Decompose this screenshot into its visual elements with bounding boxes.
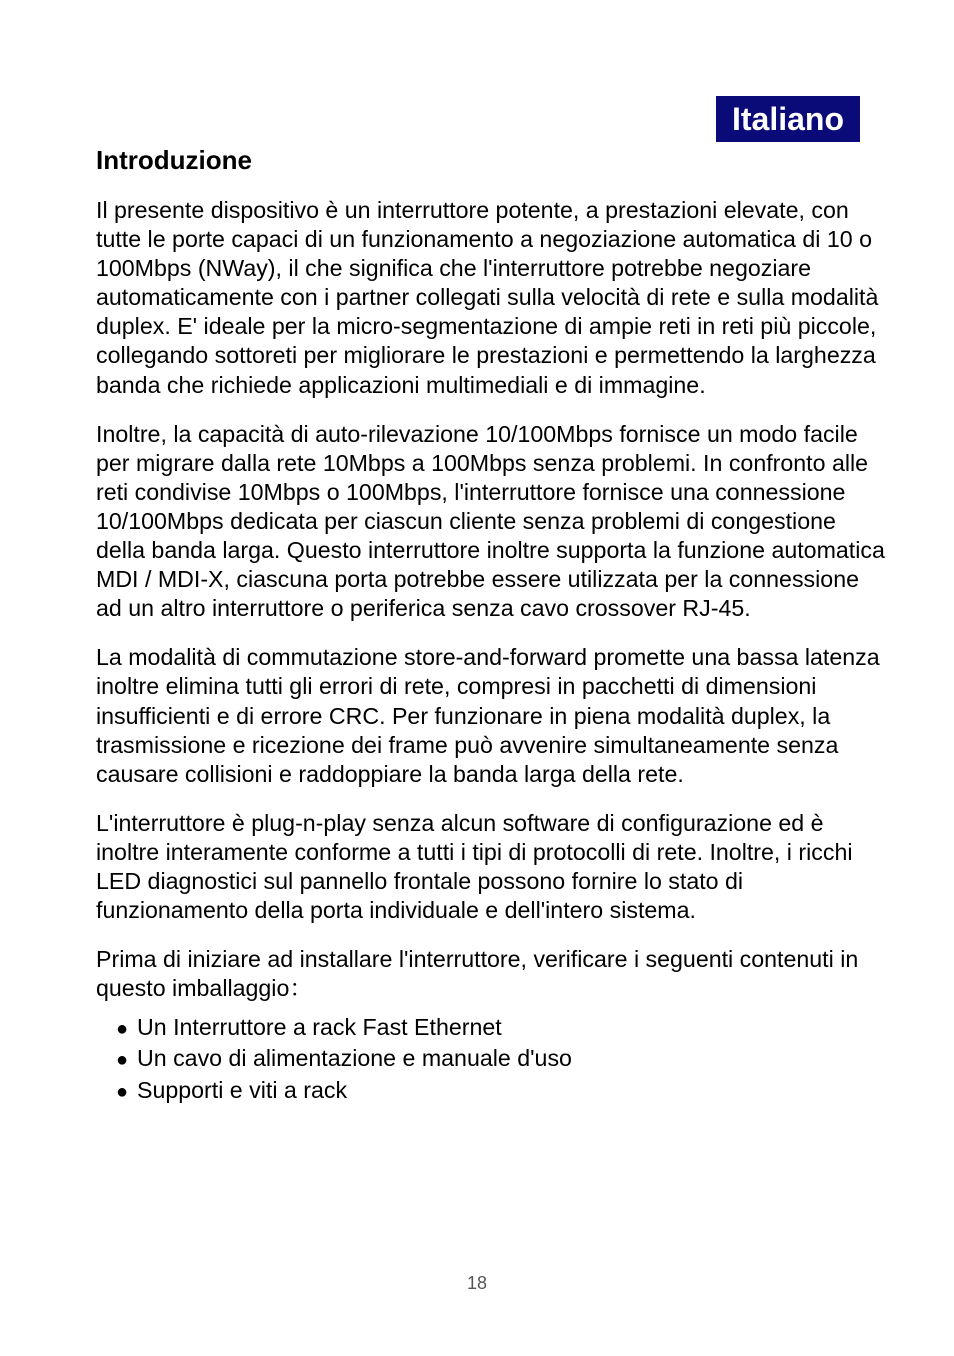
- language-badge: Italiano: [716, 96, 860, 142]
- bullet-icon: ●: [116, 1049, 129, 1072]
- document-body: [96, 142, 886, 1107]
- list-item: [116, 1013, 886, 1044]
- package-contents-list: [116, 1013, 886, 1106]
- page-number: 18: [466, 1273, 488, 1293]
- list-item: [116, 1076, 886, 1107]
- bullet-icon: ●: [116, 1018, 129, 1041]
- list-item-label: Un Interruttore a rack Fast Ethernet: [137, 1014, 502, 1041]
- section-title: Introduzione: [96, 145, 252, 175]
- paragraph-plug-and-play: L'interruttore è plug-n-play senza alcun software di configurazione ed è inoltre interamente conforme a tutti i tipi di protocolli di rete. Inoltre, i ricchi LED diagnostici sul pannello frontale possono fornire lo stato di funzionamento della porta individuale e dell'intero sistema.: [96, 809, 853, 924]
- list-item-label: Supporti e viti a rack: [137, 1076, 348, 1103]
- list-item-label: Un cavo di alimentazione e manuale d'uso: [137, 1045, 572, 1072]
- paragraph-intro: Il presente dispositivo è un interruttore potente, a prestazioni elevate, con tutte le porte capaci di un funzionamento a negoziazione automatica di 10 o 100Mbps (NWay), il che significa che l'interruttore potrebbe negoziare automaticamente con i partner collegati sulla velocità di rete e sulla modalità duplex. E' ideale per la micro-segmentazione di ampie reti in reti più piccole, collegando sottoreti per migliorare le prestazioni e permettendo la larghezza banda che richiede applicazioni multimediali e di immagine.: [96, 197, 879, 398]
- paragraph-auto-sensing: Inoltre, la capacità di auto-rilevazione 10/100Mbps fornisce un modo facile per migrare dalla rete 10Mbps a 100Mbps senza problemi. In confronto alle reti condivise 10Mbps o 100Mbps, l'interruttore fornisce una connessione 10/100Mbps dedicata per ciascun cliente senza problemi di congestione della banda larga. Questo interruttore inoltre supporta la funzione automatica MDI / MDI-X, ciascuna porta potrebbe essere utilizzata per la connessione ad un altro interruttore o periferica senza cavo crossover RJ-45.: [96, 420, 885, 622]
- paragraph-store-and-forward: La modalità di commutazione store-and-forward promette una bassa latenza inoltre elimina tutti gli errori di rete, compresi in pacchetti di dimensioni insufficienti e di errore CRC. Per funzionare in piena modalità duplex, la trasmissione e ricezione dei frame può avvenire simultaneamente senza causare collisioni e raddoppiare la banda larga della rete.: [96, 644, 880, 787]
- bullet-icon: ●: [116, 1080, 129, 1103]
- paragraph-package-contents-intro: Prima di iniziare ad installare l'interruttore, verificare i seguenti contenuti in questo imballaggio：: [96, 946, 859, 1002]
- list-item: [116, 1044, 886, 1075]
